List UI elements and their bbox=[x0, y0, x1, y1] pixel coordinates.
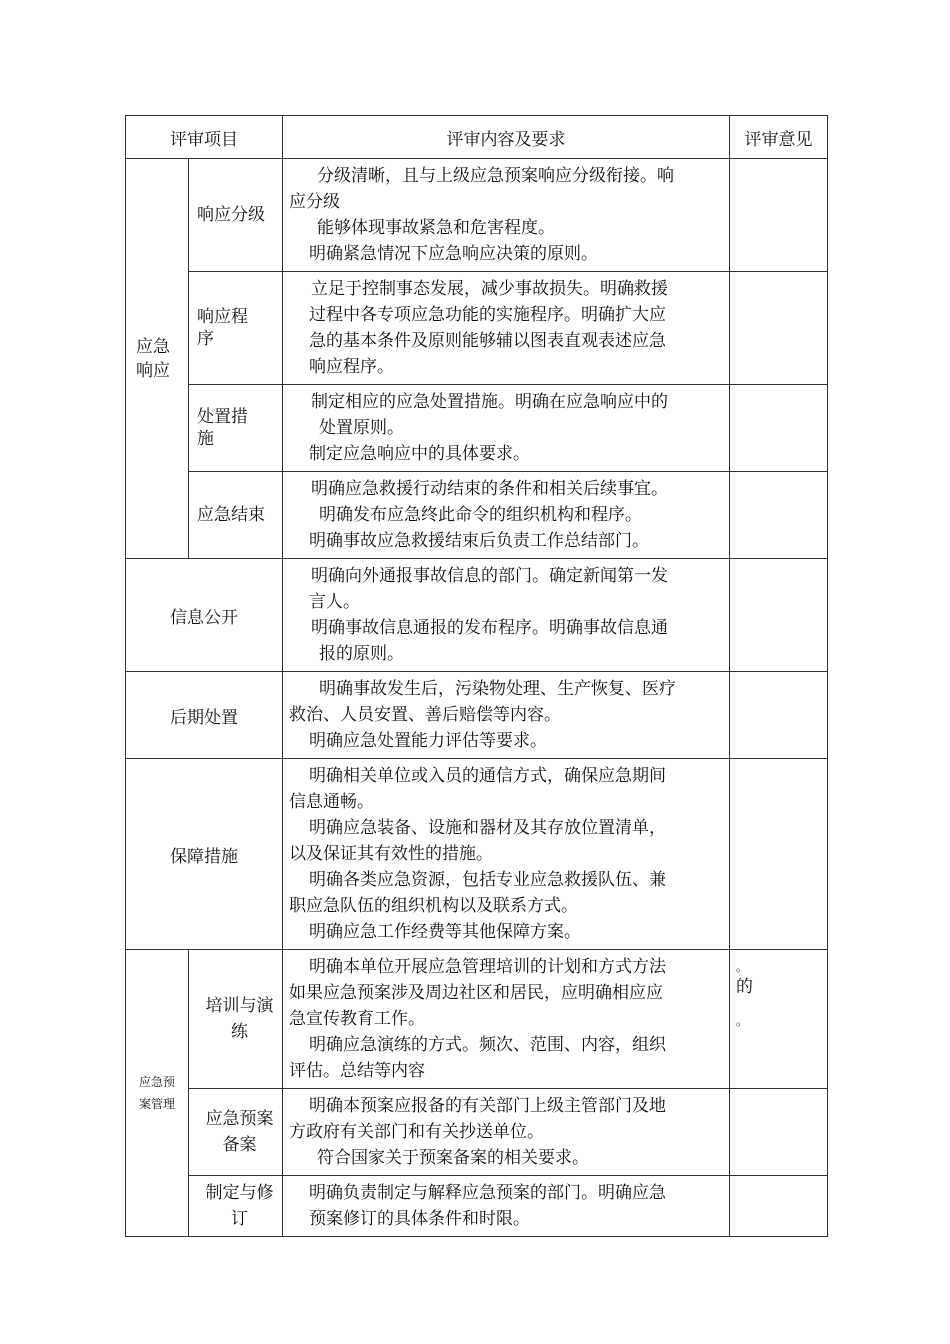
opinion-cell bbox=[730, 472, 828, 559]
sub-item: 处置措 施 bbox=[189, 385, 283, 472]
category-plan-management: 应急预 案管理 bbox=[126, 950, 189, 1237]
content-line: 急宣传教育工作。 bbox=[289, 1009, 425, 1029]
content-line: 过程中各专项应急功能的实施程序。明确扩大应 bbox=[309, 305, 666, 325]
table-row bbox=[126, 385, 828, 472]
content-cell bbox=[283, 472, 730, 559]
content-cell bbox=[283, 950, 730, 1089]
content-line: 明确应急处置能力评估等要求。 bbox=[309, 731, 547, 751]
header-content: 评审内容及要求 bbox=[283, 116, 730, 159]
content-cell bbox=[283, 559, 730, 672]
content-line: 明确应急装备、设施和器材及其存放位置清单， bbox=[309, 818, 666, 838]
content-line: 评估。总结等内容 bbox=[289, 1061, 425, 1081]
opinion-cell bbox=[730, 559, 828, 672]
sub-item: 培训与演 练 bbox=[189, 950, 283, 1089]
table-row bbox=[126, 159, 828, 272]
content-line: 制定应急响应中的具体要求。 bbox=[309, 444, 530, 464]
content-cell bbox=[283, 672, 730, 759]
table-row bbox=[126, 559, 828, 672]
category-aftermath: 后期处置 bbox=[126, 672, 283, 759]
header-opinion: 评审意见 bbox=[730, 116, 828, 159]
content-line: 言人。 bbox=[309, 592, 360, 612]
table-row bbox=[126, 672, 828, 759]
content-line: 立足于控制事态发展，减少事故损失。明确救援 bbox=[311, 279, 668, 299]
content-line: 能够体现事故紧急和危害程度。 bbox=[317, 218, 555, 238]
sub-item: 应急预案 备案 bbox=[189, 1089, 283, 1176]
table-row bbox=[126, 759, 828, 950]
opinion-mark bbox=[736, 1000, 821, 1014]
content-line: 应分级 bbox=[289, 192, 340, 212]
content-line: 明确应急工作经费等其他保障方案。 bbox=[309, 922, 581, 942]
opinion-mark: 。 bbox=[736, 1014, 749, 1028]
opinion-cell bbox=[730, 1089, 828, 1176]
content-line: 明确各类应急资源，包括专业应急救援队伍、兼 bbox=[309, 870, 666, 890]
table-row bbox=[126, 272, 828, 385]
content-line: 明确应急演练的方式。频次、范围、内容，组织 bbox=[309, 1035, 666, 1055]
opinion-mark: 的 bbox=[736, 977, 753, 997]
opinion-cell bbox=[730, 1176, 828, 1237]
content-line: 以及保证其有效性的措施。 bbox=[289, 844, 493, 864]
content-line: 预案修订的具体条件和时限。 bbox=[309, 1209, 530, 1229]
opinion-cell bbox=[730, 950, 828, 1089]
content-line: 如果应急预案涉及周边社区和居民，应明确相应应 bbox=[289, 983, 663, 1003]
content-line: 救治、人员安置、善后赔偿等内容。 bbox=[289, 705, 561, 725]
sub-item: 响应程 序 bbox=[189, 272, 283, 385]
content-cell bbox=[283, 1089, 730, 1176]
content-line: 急的基本条件及原则能够辅以图表直观表述应急 bbox=[309, 331, 666, 351]
content-line: 职应急队伍的组织机构以及联系方式。 bbox=[289, 896, 578, 916]
category-safeguards: 保障措施 bbox=[126, 759, 283, 950]
table-row bbox=[126, 1089, 828, 1176]
content-line: 明确事故应急救援结束后负责工作总结部门。 bbox=[309, 531, 649, 551]
opinion-cell bbox=[730, 272, 828, 385]
content-cell bbox=[283, 1176, 730, 1237]
opinion-cell bbox=[730, 385, 828, 472]
content-cell bbox=[283, 759, 730, 950]
content-line: 符合国家关于预案备案的相关要求。 bbox=[317, 1148, 589, 1168]
review-table bbox=[125, 115, 828, 1237]
content-line: 明确紧急情况下应急响应决策的原则。 bbox=[309, 244, 598, 264]
table-row bbox=[126, 1176, 828, 1237]
content-cell bbox=[283, 272, 730, 385]
content-cell bbox=[283, 385, 730, 472]
table-row bbox=[126, 472, 828, 559]
content-line: 明确向外通报事故信息的部门。确定新闻第一发 bbox=[311, 566, 668, 586]
sub-item: 响应分级 bbox=[189, 159, 283, 272]
content-line: 明确发布应急终此命令的组织机构和程序。 bbox=[319, 505, 642, 525]
header-row bbox=[126, 116, 828, 159]
content-line: 明确本预案应报备的有关部门上级主管部门及地 bbox=[309, 1096, 666, 1116]
category-info-disclosure: 信息公开 bbox=[126, 559, 283, 672]
header-item: 评审项目 bbox=[126, 116, 283, 159]
sub-item: 应急结束 bbox=[189, 472, 283, 559]
opinion-cell bbox=[730, 159, 828, 272]
opinion-mark: 。 bbox=[736, 960, 749, 974]
content-line: 响应程序。 bbox=[309, 357, 394, 377]
content-line: 方政府有关部门和有关抄送单位。 bbox=[289, 1122, 544, 1142]
opinion-cell bbox=[730, 759, 828, 950]
content-line: 处置原则。 bbox=[319, 418, 404, 438]
category-emergency-response: 应急 响应 bbox=[126, 159, 189, 559]
content-line: 明确事故发生后，污染物处理、生产恢复、医疗 bbox=[319, 679, 676, 699]
content-line: 明确负责制定与解释应急预案的部门。明确应急 bbox=[309, 1183, 666, 1203]
content-line: 明确相关单位或入员的通信方式，确保应急期间 bbox=[309, 766, 666, 786]
table-row bbox=[126, 950, 828, 1089]
sub-item: 制定与修 订 bbox=[189, 1176, 283, 1237]
content-line: 明确应急救援行动结束的条件和相关后续事宜。 bbox=[311, 479, 668, 499]
opinion-cell bbox=[730, 672, 828, 759]
content-cell bbox=[283, 159, 730, 272]
content-line: 制定相应的应急处置措施。明确在应急响应中的 bbox=[311, 392, 668, 412]
content-line: 信息通畅。 bbox=[289, 792, 374, 812]
content-line: 明确事故信息通报的发布程序。明确事故信息通 bbox=[311, 618, 668, 638]
content-line: 报的原则。 bbox=[319, 644, 404, 664]
content-line: 明确本单位开展应急管理培训的计划和方式方法 bbox=[309, 957, 666, 977]
content-line: 分级清晰，且与上级应急预案响应分级衔接。响 bbox=[317, 166, 674, 186]
